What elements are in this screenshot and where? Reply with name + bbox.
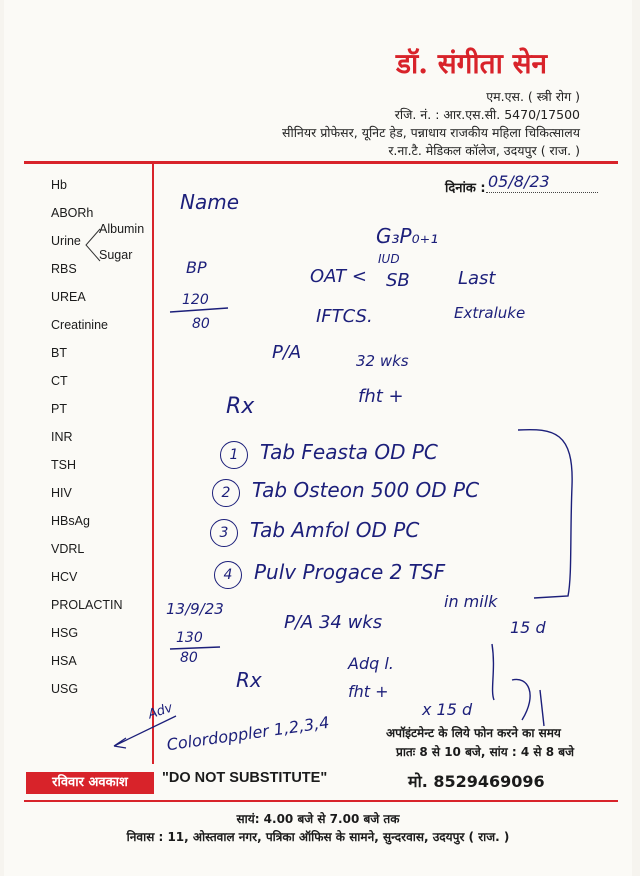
residence-address: निवास : 11, ओस्तवाल नगर, पत्रिका ऑफिस के सामने, सुन्दरवास, उदयपुर ( राज. ) bbox=[126, 830, 510, 844]
handwritten-oat: OAT < bbox=[310, 266, 367, 287]
med-line bbox=[210, 518, 419, 547]
med-number: 4 bbox=[214, 561, 242, 589]
handwritten-followup-date: 13/9/23 bbox=[166, 600, 224, 618]
handwritten-last: Last bbox=[458, 268, 496, 289]
handwritten-fortnight: 15 d bbox=[510, 618, 546, 637]
handwritten-milk: in milk bbox=[444, 592, 498, 611]
handwritten-colordoppler: Colordoppler 1,2,3,4 bbox=[165, 712, 331, 755]
med-number: 3 bbox=[210, 519, 238, 547]
med-text: Tab Amfol OD PC bbox=[250, 518, 420, 542]
handwritten-fortnight2: x 15 d bbox=[422, 700, 473, 719]
designation: सीनियर प्रोफेसर, यूनिट हेड, पन्नाधाय राजकीय महिला चिकित्सालय bbox=[282, 125, 580, 140]
test-item: HCV bbox=[51, 570, 78, 584]
test-item: Creatinine bbox=[51, 318, 108, 332]
test-item: Urine bbox=[51, 234, 81, 248]
handwritten-gravida: G₃P₀₊₁ bbox=[376, 224, 439, 248]
med-line bbox=[220, 440, 438, 469]
med-number: 1 bbox=[220, 441, 248, 469]
test-item: HSA bbox=[51, 654, 77, 668]
handwritten-date: 05/8/23 bbox=[488, 172, 550, 191]
test-item: VDRL bbox=[51, 542, 85, 556]
sunday-holiday-badge: रविवार अवकाश bbox=[26, 772, 154, 794]
test-item: HSG bbox=[51, 626, 79, 640]
handwritten-bp2-top: 130 bbox=[176, 630, 203, 646]
do-not-substitute: "DO NOT SUBSTITUTE" bbox=[162, 770, 328, 786]
date-label: दिनांक : bbox=[445, 181, 486, 196]
handwritten-iftcs: IFTCS. bbox=[316, 306, 373, 327]
doctor-name: डॉ. संगीता सेन bbox=[396, 47, 548, 80]
appointment-info: अपॉइंटमेन्ट के लिये फोन करने का समय bbox=[386, 726, 561, 740]
handwritten-sb: SB bbox=[386, 270, 410, 291]
test-item: UREA bbox=[51, 290, 86, 304]
test-item: HIV bbox=[51, 486, 72, 500]
mobile-number: मो. 8529469096 bbox=[408, 772, 545, 791]
handwritten-squiggle bbox=[482, 640, 552, 730]
test-item: PROLACTIN bbox=[51, 598, 123, 612]
test-item: Sugar bbox=[99, 248, 133, 262]
handwritten-bp-top: 120 bbox=[182, 292, 209, 308]
handwritten-fht2: fht + bbox=[348, 682, 389, 701]
header-divider bbox=[24, 161, 618, 164]
test-item: Hb bbox=[51, 178, 67, 192]
med-line bbox=[214, 560, 445, 589]
evening-hours: सायं: 4.00 बजे से 7.00 बजे तक bbox=[236, 812, 400, 826]
test-item: ABORh bbox=[51, 206, 94, 220]
test-item: RBS bbox=[51, 262, 77, 276]
med-text: Tab Osteon 500 OD PC bbox=[252, 478, 480, 502]
appointment-timings: प्रातः 8 से 10 बजे, सांय : 4 से 8 बजे bbox=[396, 745, 574, 759]
test-item: CT bbox=[51, 374, 68, 388]
sidebar-divider bbox=[152, 164, 154, 764]
college: र.ना.टै. मेडिकल कॉलेज, उदयपुर ( राज. ) bbox=[388, 143, 580, 158]
handwritten-bp-bottom: 80 bbox=[192, 316, 210, 332]
prescription-sheet bbox=[4, 0, 632, 876]
registration-number: रजि. नं. : आर.एस.सी. 5470/17500 bbox=[394, 107, 580, 122]
handwritten-fht: fht + bbox=[358, 386, 404, 407]
date-line bbox=[486, 192, 598, 193]
handwritten-iud: IUD bbox=[378, 252, 400, 266]
test-item: HBsAg bbox=[51, 514, 90, 528]
test-item: PT bbox=[51, 402, 67, 416]
test-item: TSH bbox=[51, 458, 76, 472]
footer-divider bbox=[24, 800, 618, 802]
handwritten-rx: Rx bbox=[226, 394, 255, 419]
test-item: INR bbox=[51, 430, 73, 444]
med-text: Tab Feasta OD PC bbox=[260, 440, 438, 464]
med-line bbox=[212, 478, 479, 507]
med-text: Pulv Progace 2 TSF bbox=[254, 560, 446, 584]
handwritten-name: Name bbox=[180, 190, 240, 214]
qualification: एम.एस. ( स्त्री रोग ) bbox=[486, 89, 580, 104]
handwritten-pa: P/A bbox=[272, 342, 302, 363]
test-item: BT bbox=[51, 346, 67, 360]
handwritten-extra: Extraluke bbox=[454, 304, 526, 322]
med-number: 2 bbox=[212, 479, 240, 507]
handwritten-rx2: Rx bbox=[236, 668, 262, 692]
handwritten-adv: Adv bbox=[146, 700, 175, 723]
handwritten-pa2: P/A 34 wks bbox=[284, 612, 383, 633]
handwritten-bp2-bottom: 80 bbox=[180, 650, 198, 666]
handwritten-adq: Adq l. bbox=[348, 654, 394, 673]
med-bracket bbox=[514, 426, 580, 602]
test-item: USG bbox=[51, 682, 79, 696]
bp-fraction-line bbox=[168, 306, 230, 314]
handwritten-pa-weeks: 32 wks bbox=[356, 352, 409, 370]
test-item: Albumin bbox=[99, 222, 145, 236]
handwritten-bp-label: BP bbox=[186, 258, 207, 277]
